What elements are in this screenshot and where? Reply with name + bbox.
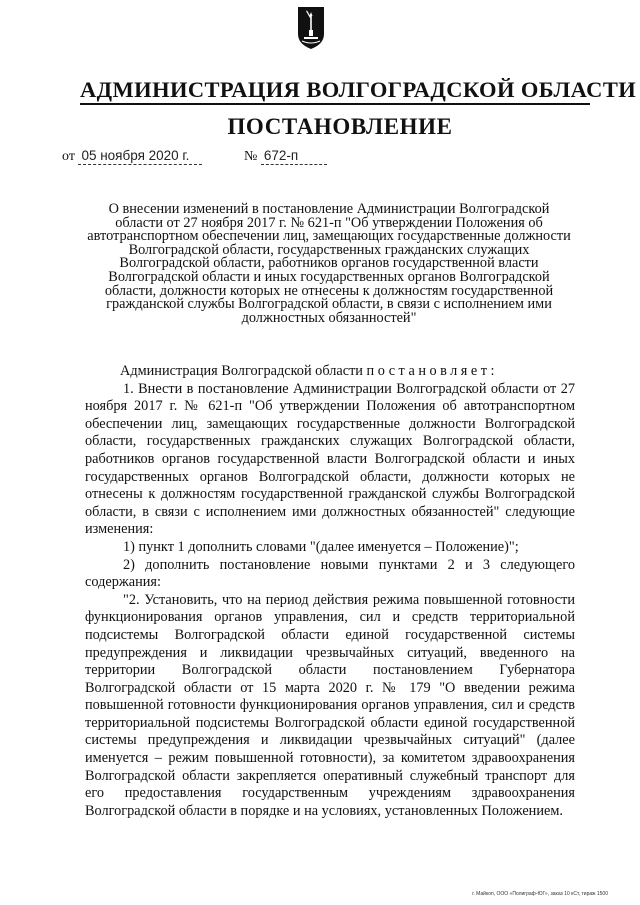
body-paragraph: 2) дополнить постановление новыми пунктами 2 и 3 следующего содержания:: [85, 556, 575, 591]
document-body: [85, 363, 575, 820]
number-field: [244, 148, 327, 165]
date-prefix: от: [62, 149, 75, 164]
date-value: 05 ноября 2020 г.: [78, 148, 202, 165]
intro-verb: постановляет:: [366, 363, 498, 379]
body-paragraph: 1) пункт 1 дополнить словами "(далее именуется – Положение)";: [123, 538, 519, 555]
number-prefix: №: [244, 149, 258, 164]
document-type: ПОСТАНОВЛЕНИЕ: [227, 114, 453, 139]
intro-paragraph: [85, 363, 575, 381]
title-divider: [80, 103, 590, 105]
body-paragraph: 1. Внести в постановление Администрации Волгоградской области от 27 ноября 2017 г. № 621-п "Об утверждении Положения об автотранспортном обеспечении лиц, замещающих государственные должности Волгоградской области, государственных гражданских служащих Волгоградской области, работников органов государственной власти Волгоградской области и иных государственных органов Волгоградской области, должности которых не отнесены к должностям государственной гражданской службы Волгоградской области, в связи с исполнением ими должностных обязанностей" следующие изменения:: [85, 380, 575, 538]
volgograd-coat-of-arms-icon: [297, 6, 325, 50]
organization-title: АДМИНИСТРАЦИЯ ВОЛГОГРАДСКОЙ ОБЛАСТИ: [80, 77, 637, 102]
intro-lead: Администрация Волгоградской области: [120, 363, 363, 379]
print-imprint: г. Майкоп, ООО «Полиграф-ЮГ», заказ 10 кСт, тираж 1500: [472, 891, 608, 897]
date-field: [62, 148, 202, 165]
number-value: 672-п: [261, 148, 327, 165]
document-subject: О внесении изменений в постановление Администрации Волгоградской области от 27 ноября 2017 г. № 621-п "Об утверждении Положения об автотранспортном обеспечении лиц, замещающих государственные должности Волгоградской области, государственных гражданских служащих Волгоградской области, работников органов государственной власти Волгоградской области и иных государственных органов Волгоградской области, должности которых не отнесены к должностям государственной гражданской службы Волгоградской области, в связи с исполнением ими должностных обязанностей": [87, 201, 571, 326]
body-paragraph: "2. Установить, что на период действия режима повышенной готовности функционирования органов управления, сил и средств территориальной подсистемы Волгоградской области единой государственной системы предупреждения и ликвидации чрезвычайных ситуаций, введенного на территории Волгоградской области постановлением Губернатора Волгоградской области от 15 марта 2020 г. № 179 "О введении режима повышенной готовности функционирования органов управления, сил и средств территориальной подсистемы Волгоградской области единой государственной системы предупреждения и ликвидации чрезвычайных ситуаций" (далее именуется – режим повышенной готовности), за комитетом здравоохранения Волгоградской области закрепляется оперативный служебный транспорт для его предоставления государственным учреждениям здравоохранения Волгоградской области в порядке и на условиях, установленных Положением.: [85, 591, 575, 819]
